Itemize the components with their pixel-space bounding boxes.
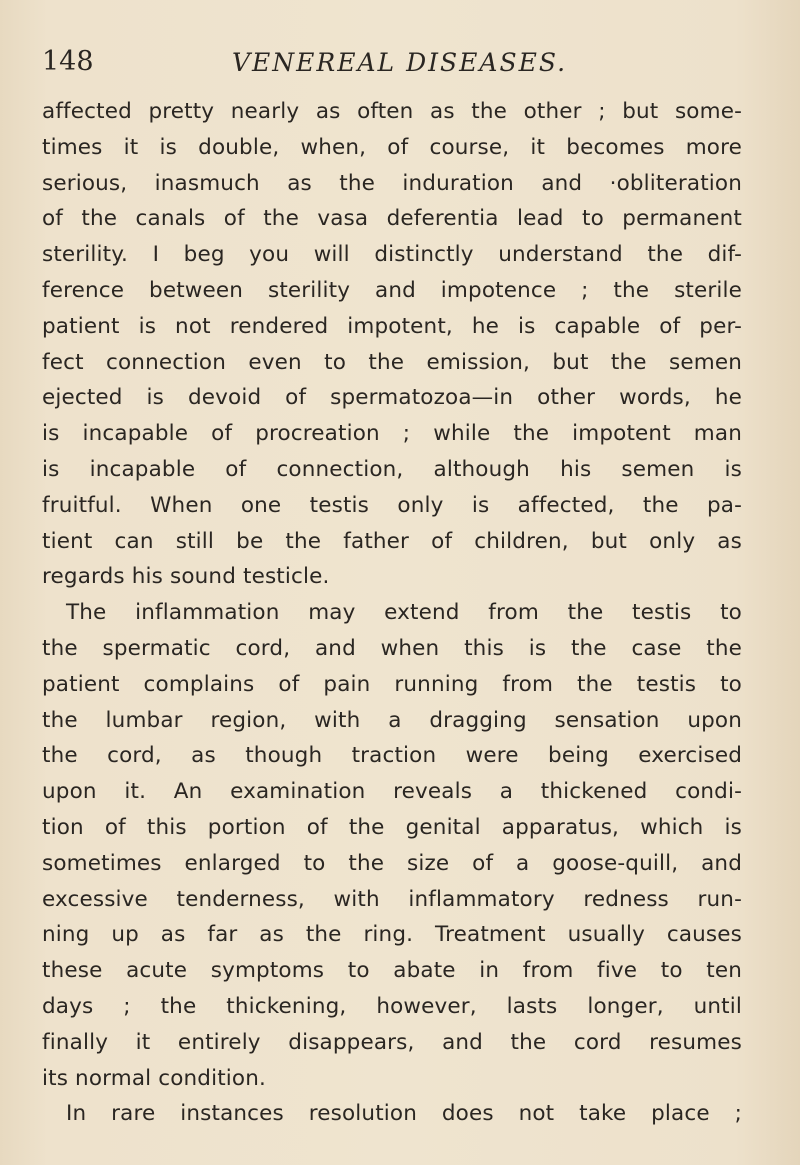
text-line: the cord, as though traction were being exercised	[42, 743, 742, 769]
text-line: sterility. I beg you will distinctly understand the dif-	[42, 242, 742, 268]
text-line: patient is not rendered impotent, he is capable of per-	[42, 313, 742, 339]
text-line: its normal condition.	[42, 1065, 266, 1091]
page-header	[42, 46, 762, 86]
text-line: tient can still be the father of children, but only as	[42, 528, 742, 554]
text-line: the lumbar region, with a dragging sensation upon	[42, 707, 742, 733]
text-line: is incapable of procreation ; while the impotent man	[42, 421, 742, 447]
text-line: In rare instances resolution does not take place ;	[66, 1101, 742, 1127]
running-head: VENEREAL DISEASES.	[232, 48, 568, 77]
text-line: The inflammation may extend from the testis to	[66, 600, 742, 626]
text-line: sometimes enlarged to the size of a goose-quill, and	[42, 850, 742, 876]
text-line: patient complains of pain running from the testis to	[42, 671, 742, 697]
text-line: tion of this portion of the genital apparatus, which is	[42, 814, 742, 840]
text-line: ference between sterility and impotence ; the sterile	[42, 277, 742, 303]
text-line: affected pretty nearly as often as the other ; but some-	[42, 99, 742, 124]
text-line: ejected is devoid of spermatozoa—in other words, he	[42, 385, 742, 411]
text-line: excessive tenderness, with inflammatory redness run-	[42, 886, 742, 912]
text-line: is incapable of connection, although his semen is	[42, 456, 742, 482]
text-line: finally it entirely disappears, and the cord resumes	[42, 1029, 742, 1055]
text-line: days ; the thickening, however, lasts longer, until	[42, 993, 742, 1019]
text-line: upon it. An examination reveals a thickened condi-	[42, 779, 742, 805]
text-line: of the canals of the vasa deferentia lead to permanent	[42, 206, 742, 232]
text-line: these acute symptoms to abate in from five to ten	[42, 958, 742, 984]
page-number: 148	[42, 46, 94, 77]
text-line: serious, inasmuch as the induration and ·obliteration	[42, 170, 742, 196]
text-line: times it is double, when, of course, it becomes more	[42, 134, 742, 160]
body-text	[42, 94, 742, 1132]
text-line: regards his sound testicle.	[42, 564, 330, 590]
text-line: ning up as far as the ring. Treatment usually causes	[42, 922, 742, 948]
text-line: fruitful. When one testis only is affected, the pa-	[42, 492, 742, 518]
text-line: fect connection even to the emission, but the semen	[42, 349, 742, 375]
text-line: the spermatic cord, and when this is the case the	[42, 635, 742, 661]
